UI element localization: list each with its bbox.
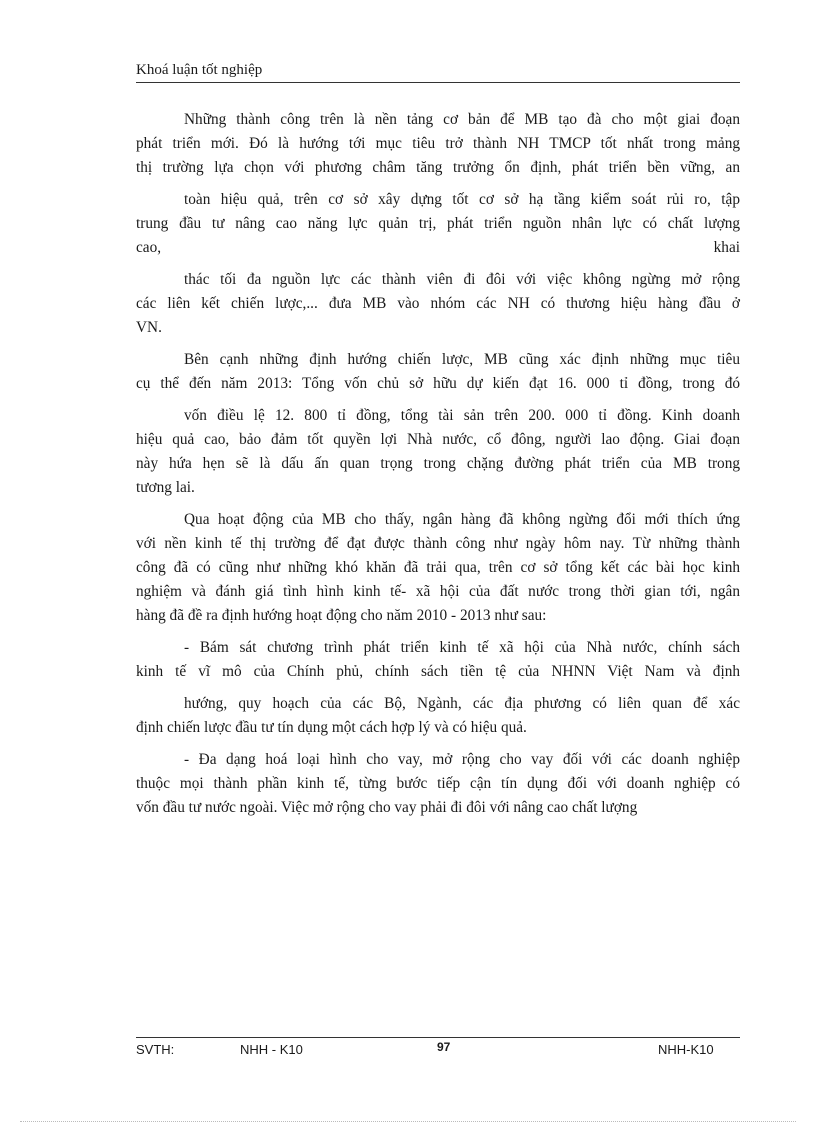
text-line: cụ thể đến năm 2013: Tổng vốn chủ sở hữu dự kiến đạt 16. 000 tỉ đồng, trong đó	[136, 375, 740, 392]
text-line: cao, khai	[136, 239, 740, 256]
footer-class-code: NHH - K10	[240, 1042, 303, 1057]
paragraph	[136, 348, 740, 500]
text-line: các liên kết chiến lược,... đưa MB vào nhóm các NH có thương hiệu hàng đầu ở	[136, 295, 740, 312]
paragraph	[136, 636, 740, 740]
header-divider	[136, 82, 740, 83]
text-line: vốn đầu tư nước ngoài. Việc mở rộng cho vay phải đi đôi với nâng cao chất lượng	[136, 799, 638, 816]
text-line: tương lai.	[136, 479, 195, 496]
text-line: nghiệm và đánh giá tình hình kinh tế- xã hội của đất nước trong thời gian tới, ngân	[136, 583, 740, 600]
text-line: vốn điều lệ 12. 800 tỉ đồng, tổng tài sản trên 200. 000 tỉ đồng. Kinh doanh	[184, 407, 740, 424]
text-line: trung đầu tư nâng cao năng lực quản trị, phát triển nguồn nhân lực có chất lượng	[136, 215, 740, 232]
text-line: hướng, quy hoạch của các Bộ, Ngành, các địa phương có liên quan để xác	[184, 695, 740, 712]
text-line: VN.	[136, 319, 162, 336]
text-line: thị trường lựa chọn với phương châm tăng trưởng ổn định, phát triển bền vững, an	[136, 159, 740, 176]
text-line: Bên cạnh những định hướng chiến lược, MB cũng xác định những mục tiêu	[184, 351, 740, 368]
text-line: công đã có cũng như những khó khăn đã trải qua, trên cơ sở tổng kết các bài học kinh	[136, 559, 740, 576]
paragraph	[136, 508, 740, 628]
text-line: - Bám sát chương trình phát triển kinh tế xã hội của Nhà nước, chính sách	[184, 639, 740, 656]
text-line: hiệu quả cao, bảo đảm tốt quyền lợi Nhà nước, cổ đông, người lao động. Giai đoạn	[136, 431, 740, 448]
text-line: toàn hiệu quả, trên cơ sở xây dựng tốt cơ sở hạ tầng kiểm soát rủi ro, tập	[184, 191, 740, 208]
text-line: này hứa hẹn sẽ là dấu ấn quan trọng trong chặng đường phát triển của MB trong	[136, 455, 740, 472]
text-line: thuộc mọi thành phần kinh tế, từng bước tiếp cận tín dụng đối với doanh nghiệp có	[136, 775, 740, 792]
text-line: Qua hoạt động của MB cho thấy, ngân hàng đã không ngừng đổi mới thích ứng	[184, 511, 740, 528]
page-number: 97	[437, 1040, 451, 1054]
text-line: Những thành công trên là nền tảng cơ bản để MB tạo đà cho một giai đoạn	[184, 111, 740, 128]
text-line: với nền kinh tế thị trường để đạt được thành công như ngày hôm nay. Từ những thành	[136, 535, 740, 552]
header-title: Khoá luận tốt nghiệp	[136, 62, 263, 78]
text-line: định chiến lược đầu tư tín dụng một cách hợp lý và có hiệu quả.	[136, 719, 527, 736]
footer-class-code-right: NHH-K10	[658, 1042, 714, 1057]
paragraph	[136, 748, 740, 820]
footer-svth-label: SVTH:	[136, 1042, 175, 1057]
text-line: hàng đã đề ra định hướng hoạt động cho năm 2010 - 2013 như sau:	[136, 607, 547, 624]
paragraph	[136, 108, 740, 340]
text-line: kinh tế vĩ mô của Chính phủ, chính sách tiền tệ của NHNN Việt Nam và định	[136, 663, 740, 680]
text-line: - Đa dạng hoá loại hình cho vay, mở rộng cho vay đối với các doanh nghiệp	[184, 751, 740, 768]
body-text	[136, 108, 740, 820]
text-line: thác tối đa nguồn lực các thành viên đi đôi với việc không ngừng mở rộng	[184, 271, 740, 288]
footer-divider	[136, 1037, 740, 1038]
page-bottom-border	[20, 1121, 796, 1122]
text-line: phát triển mới. Đó là hướng tới mục tiêu trở thành NH TMCP tốt nhất trong mảng	[136, 135, 740, 152]
